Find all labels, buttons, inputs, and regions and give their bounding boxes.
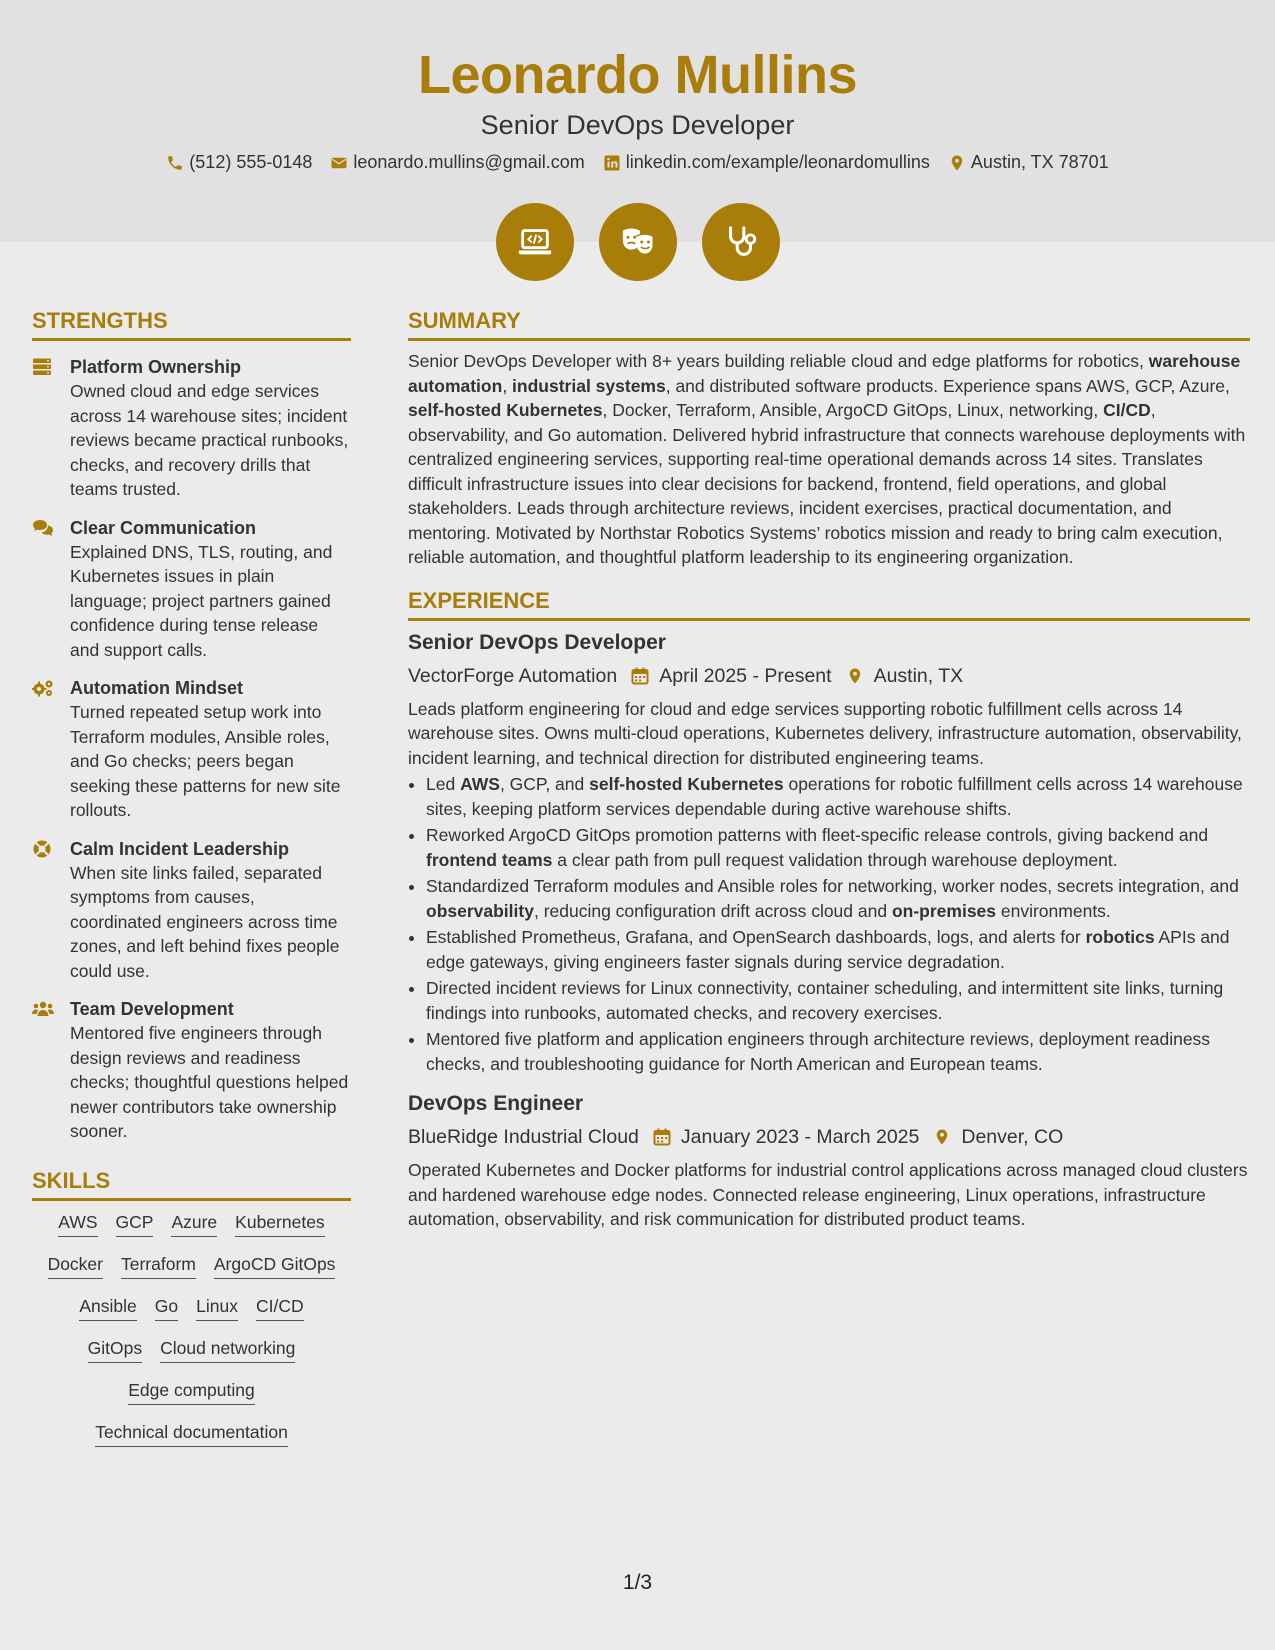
candidate-name: Leonardo Mullins bbox=[417, 45, 857, 105]
skill-tag: Linux bbox=[196, 1295, 238, 1321]
summary-heading: SUMMARY bbox=[408, 308, 1250, 341]
strength-desc: Owned cloud and edge services across 14 warehouse sites; incident reviews became practical runbooks, checks, and recovery drills that teams trusted. bbox=[70, 381, 349, 499]
contact-email[interactable] bbox=[330, 152, 584, 173]
job-dates: January 2023 - March 2025 bbox=[680, 1126, 920, 1148]
left-column bbox=[32, 308, 351, 1447]
linkedin-text: linkedin.com/example/leonardomullins bbox=[625, 152, 930, 172]
phone-text: (512) 555-0148 bbox=[189, 152, 313, 172]
job-meta bbox=[408, 1124, 1250, 1150]
skill-tag: Terraform bbox=[121, 1253, 196, 1279]
laptop-code-icon bbox=[516, 223, 554, 261]
skills-list bbox=[32, 1211, 351, 1447]
skill-tag: Technical documentation bbox=[95, 1421, 288, 1447]
right-column bbox=[408, 308, 1250, 1232]
phone-icon bbox=[166, 154, 184, 172]
job-bullet: • Reworked ArgoCD GitOps promotion patterns with fleet-specific release controls, giving backend and frontend teams a clear path from pull request validation through warehouse deployment. bbox=[426, 823, 1250, 872]
strength-title: Team Development bbox=[70, 999, 234, 1019]
stethoscope-badge bbox=[702, 203, 780, 281]
candidate-title: Senior DevOps Developer bbox=[480, 110, 795, 140]
experience-heading: EXPERIENCE bbox=[408, 588, 1250, 621]
strength-item bbox=[32, 676, 351, 823]
linkedin-icon bbox=[603, 154, 621, 172]
job-company: BlueRidge Industrial Cloud bbox=[408, 1126, 639, 1148]
interest-badges bbox=[0, 203, 1275, 281]
skill-tag: Docker bbox=[48, 1253, 103, 1279]
skill-tag: AWS bbox=[58, 1211, 97, 1237]
strength-item bbox=[32, 837, 351, 984]
calendar-icon bbox=[639, 1128, 681, 1146]
job-company: VectorForge Automation bbox=[408, 664, 618, 687]
job-location: Austin, TX bbox=[873, 664, 964, 687]
summary-text: Senior DevOps Developer with 8+ years building reliable cloud and edge platforms for robotics, warehouse automation, industrial systems, and distributed software products. Experience spans AWS, GCP, Azure, self-hosted Kubernetes, Docker, Terraform, Ansible, ArgoCD GitOps, Linux, networking, CI/CD, observability, and Go automation. Delivered hybrid infrastructure that connects warehouse deployments with centralized engineering services, supporting real-time operational demands across 14 sites. Translates difficult infrastructure issues into clear decisions for backend, frontend, field operations, and global stakeholders. Leads through architecture reviews, incident exercises, practical documentation, and mentoring. Motivated by Northstar Robotics Systems’ robotics mission and ready to bring calm execution, reliable automation, and thoughtful platform leadership to its engineering organization. bbox=[408, 351, 1246, 567]
job-bullet: • Established Prometheus, Grafana, and OpenSearch dashboards, logs, and alerts for robotics APIs and edge gateways, giving engineers faster signals during service degradation. bbox=[426, 925, 1250, 974]
skill-tag: GCP bbox=[116, 1211, 154, 1237]
location-text: Austin, TX 78701 bbox=[970, 152, 1109, 172]
contact-bar bbox=[0, 152, 1275, 173]
skill-tag: Kubernetes bbox=[235, 1211, 325, 1237]
skill-tag: Azure bbox=[171, 1211, 217, 1237]
job-description: Operated Kubernetes and Docker platforms for industrial control applications across managed cloud clusters and hardened warehouse edge nodes. Connected release engineering, Linux operations, infrastructure automation, observability, and risk communication for distributed product teams. bbox=[408, 1160, 1248, 1229]
users-icon bbox=[32, 1000, 70, 1018]
skill-tag: GitOps bbox=[88, 1337, 142, 1363]
comments-icon bbox=[32, 519, 70, 537]
job-meta bbox=[408, 663, 1250, 689]
job-bullet: • Standardized Terraform modules and Ansible roles for networking, worker nodes, secrets integration, and observability, reducing configuration drift across cloud and on-premises environments. bbox=[426, 874, 1250, 923]
strength-desc: Mentored five engineers through design reviews and readiness checks; thoughtful questions helped newer contributors take ownership sooner. bbox=[70, 1023, 349, 1141]
strength-desc: Turned repeated setup work into Terraform modules, Ansible roles, and Go checks; peers began seeking these patterns for new site rollouts. bbox=[70, 702, 341, 820]
strength-item bbox=[32, 355, 351, 502]
theater-masks-badge bbox=[599, 203, 677, 281]
contact-location bbox=[948, 152, 1109, 173]
strength-title: Automation Mindset bbox=[70, 678, 243, 698]
job-bullet: • Mentored five platform and application engineers through architecture reviews, deployment readiness checks, and troubleshooting guidance for North American and European teams. bbox=[426, 1027, 1250, 1076]
calendar-icon bbox=[617, 667, 659, 685]
job-dates: April 2025 - Present bbox=[659, 664, 832, 687]
map-marker-icon bbox=[948, 154, 966, 172]
job-bullet: • Directed incident reviews for Linux connectivity, container scheduling, and intermittent site links, turning findings into runbooks, automated checks, and recovery exercises. bbox=[426, 976, 1250, 1025]
stethoscope-icon bbox=[722, 223, 760, 261]
strengths-heading: STRENGTHS bbox=[32, 308, 351, 341]
skill-tag: CI/CD bbox=[256, 1295, 304, 1321]
job-bullet: • Led AWS, GCP, and self-hosted Kubernetes operations for robotic fulfillment cells across 14 warehouse sites, keeping platform services dependable during active warehouse shifts. bbox=[426, 772, 1250, 821]
job-bullets bbox=[408, 772, 1250, 1076]
job-entry bbox=[408, 1090, 1250, 1232]
skill-tag: Ansible bbox=[79, 1295, 136, 1321]
email-text: leonardo.mullins@gmail.com bbox=[353, 152, 585, 172]
map-marker-icon bbox=[832, 667, 874, 685]
strength-title: Calm Incident Leadership bbox=[70, 838, 290, 859]
job-location: Denver, CO bbox=[961, 1126, 1064, 1148]
contact-phone[interactable] bbox=[166, 152, 312, 173]
life-ring-icon bbox=[32, 840, 70, 858]
server-icon bbox=[32, 358, 70, 376]
laptop-code-badge bbox=[496, 203, 574, 281]
envelope-icon bbox=[330, 154, 348, 172]
skill-tag: Edge computing bbox=[128, 1379, 254, 1405]
strength-item bbox=[32, 997, 351, 1144]
page-number: 1/3 bbox=[622, 1571, 653, 1594]
job-description: Leads platform engineering for cloud and edge services supporting robotic fulfillment cells across 14 warehouse sites. Owns multi-cloud operations, Kubernetes delivery, infrastructure automation, observability, incident learning, and technical direction for distributed engineering teams. bbox=[408, 698, 1242, 768]
theater-masks-icon bbox=[619, 223, 657, 261]
strength-title: Clear Communication bbox=[70, 517, 257, 538]
contact-linkedin[interactable] bbox=[603, 152, 930, 173]
skills-heading: SKILLS bbox=[32, 1168, 351, 1201]
strength-title: Platform Ownership bbox=[70, 357, 242, 377]
skill-tag: ArgoCD GitOps bbox=[214, 1253, 336, 1279]
strength-item bbox=[32, 516, 351, 663]
job-title: DevOps Engineer bbox=[408, 1092, 584, 1115]
skill-tag: Go bbox=[155, 1295, 178, 1321]
job-entry bbox=[408, 629, 1250, 1077]
cogs-icon bbox=[32, 679, 70, 697]
job-title: Senior DevOps Developer bbox=[408, 630, 666, 654]
strength-desc: When site links failed, separated symptoms from causes, coordinated engineers across time zones, and left behind fixes people could use. bbox=[70, 862, 340, 981]
skill-tag: Cloud networking bbox=[160, 1337, 295, 1363]
strength-desc: Explained DNS, TLS, routing, and Kubernetes issues in plain language; project partners gained confidence during tense release and support calls. bbox=[70, 541, 333, 660]
map-marker-icon bbox=[919, 1128, 961, 1146]
